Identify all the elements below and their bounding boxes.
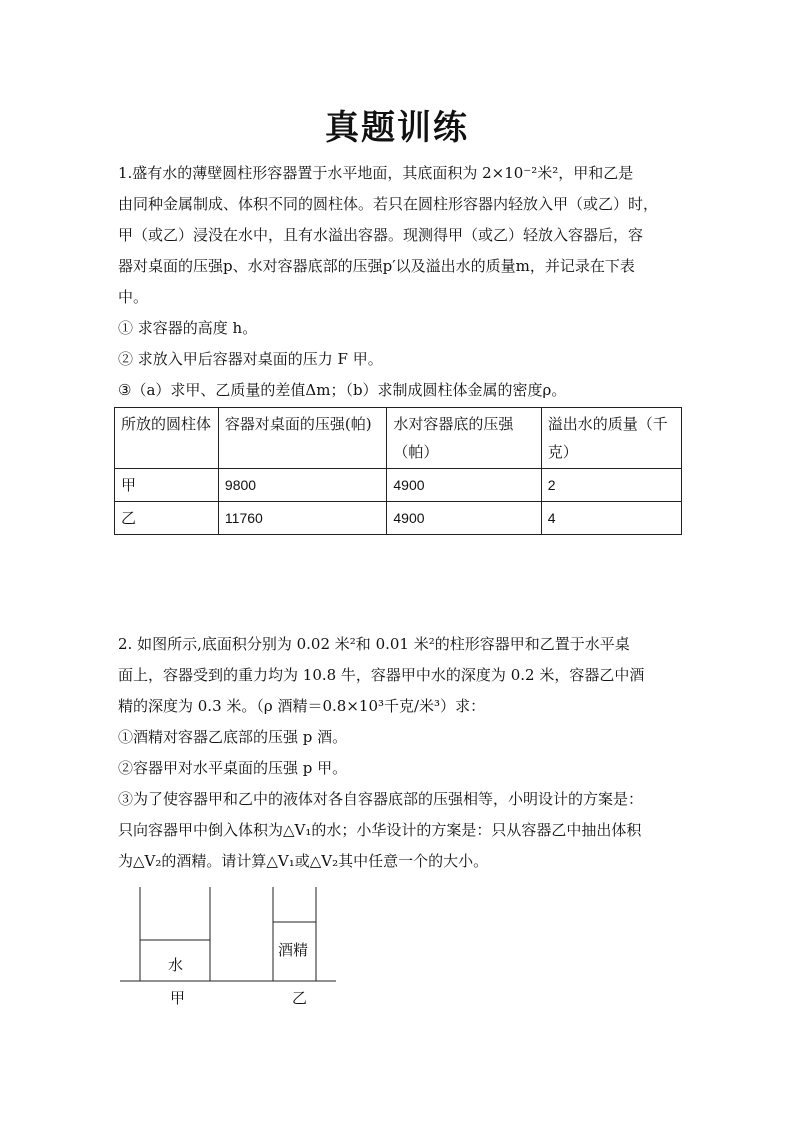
containers-diagram [118, 885, 348, 1015]
question-2 [118, 629, 678, 877]
q1-subquestion-1: ① 求容器的高度 h。 [118, 319, 258, 337]
alcohol-label: 酒精 [278, 941, 309, 959]
q2-line: 2. 如图所示,底面积分别为 0.02 米²和 0.01 米²的柱形容器甲和乙置于水平桌 [118, 635, 630, 653]
table-row [115, 469, 682, 502]
q2-subquestion-1: ①酒精对容器乙底部的压强 p 酒。 [118, 728, 348, 746]
q1-line: 由同种金属制成、体积不同的圆柱体。若只在圆柱形容器内轻放入甲（或乙）时， [118, 195, 659, 213]
table-cell: 4900 [387, 469, 541, 502]
q1-data-table [114, 407, 682, 535]
table-cell: 2 [541, 469, 681, 502]
container-jia-label: 甲 [170, 989, 186, 1007]
table-header-cell: 溢出水的质量（千克） [541, 408, 681, 469]
question-1 [118, 158, 678, 406]
table-cell: 11760 [218, 502, 386, 535]
q1-subquestion-3: ③（a）求甲、乙质量的差值Δm；（b）求制成圆柱体金属的密度ρ。 [118, 381, 567, 399]
q2-line: 为△V₂的酒精。请计算△V₁或△V₂其中任意一个的大小。 [118, 852, 489, 870]
q2-line: 精的深度为 0.3 米。（ρ 酒精＝0.8×10³千克/米³）求： [118, 697, 486, 715]
q2-line: 只向容器甲中倒入体积为△V₁的水；小华设计的方案是：只从容器乙中抽出体积 [118, 821, 642, 839]
q2-subquestion-2: ②容器甲对水平桌面的压强 p 甲。 [118, 759, 348, 777]
q1-subquestion-2: ② 求放入甲后容器对桌面的压力 F 甲。 [118, 350, 383, 368]
table-header-cell: 容器对桌面的压强(帕) [218, 408, 386, 469]
q2-line: 面上，容器受到的重力均为 10.8 牛，容器甲中水的深度为 0.2 米，容器乙中酒 [118, 666, 645, 684]
page-title: 真题训练 [325, 108, 469, 148]
q2-subquestion-3: ③为了使容器甲和乙中的液体对各自容器底部的压强相等，小明设计的方案是： [118, 790, 644, 808]
table-cell: 9800 [218, 469, 386, 502]
table-cell: 4900 [387, 502, 541, 535]
table-row [115, 502, 682, 535]
table-header-row [115, 408, 682, 469]
water-label: 水 [168, 956, 184, 974]
q1-line: 1.盛有水的薄壁圆柱形容器置于水平地面，其底面积为 2×10⁻²米²，甲和乙是 [118, 164, 634, 182]
q1-line: 甲（或乙）浸没在水中，且有水溢出容器。现测得甲（或乙）轻放入容器后，容 [118, 226, 644, 244]
q1-line: 中。 [118, 288, 149, 306]
table-header-cell: 所放的圆柱体 [115, 408, 219, 469]
container-yi-label: 乙 [292, 989, 308, 1007]
table-cell: 4 [541, 502, 681, 535]
containers-figure [118, 885, 348, 1015]
table-header-cell: 水对容器底的压强（帕） [387, 408, 541, 469]
table-cell: 乙 [115, 502, 219, 535]
q1-line: 器对桌面的压强p、水对容器底部的压强p′以及溢出水的质量m，并记录在下表 [118, 257, 635, 275]
table-cell: 甲 [115, 469, 219, 502]
